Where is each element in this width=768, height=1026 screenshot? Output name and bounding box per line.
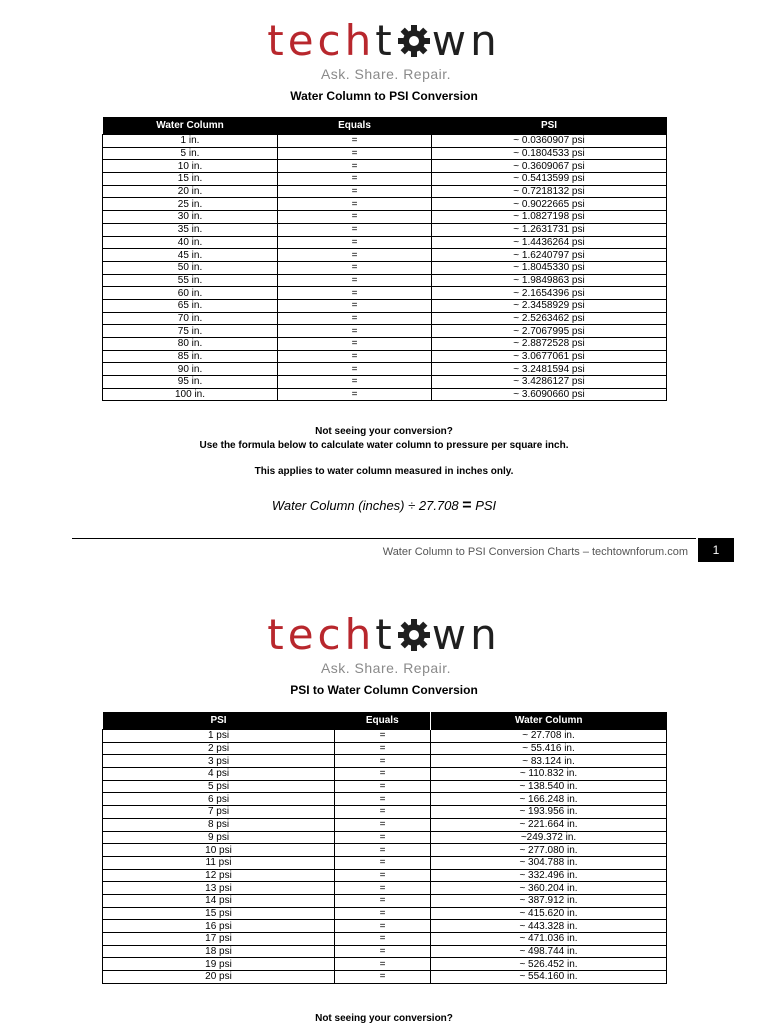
- table-cell: ~ 2.7067995 psi: [432, 325, 667, 338]
- table-cell: =: [335, 780, 431, 793]
- table-cell: 20 in.: [103, 185, 278, 198]
- table-cell: ~ 83.124 in.: [431, 755, 667, 768]
- table-cell: =: [335, 958, 431, 971]
- table-cell: =: [278, 173, 432, 186]
- formula-equals: =: [462, 497, 472, 514]
- techtown-logo: [0, 612, 768, 676]
- table-row: [103, 818, 667, 831]
- table-row: [103, 971, 667, 984]
- table-cell: =: [335, 869, 431, 882]
- logo-tech-text: tech: [267, 610, 376, 659]
- logo-tech-text: tech: [267, 16, 376, 65]
- table-cell: ~ 55.416 in.: [431, 742, 667, 755]
- table-row: [103, 755, 667, 768]
- logo-tagline: Ask. Share. Repair.: [320, 660, 452, 676]
- table-row: [103, 856, 667, 869]
- table-cell: =: [278, 249, 432, 262]
- logo-t-text: t: [375, 16, 396, 65]
- table-cell: =: [335, 730, 431, 743]
- table-cell: =: [278, 325, 432, 338]
- table-header-row: [103, 712, 667, 730]
- table-cell: =: [335, 882, 431, 895]
- table-header-row: [103, 117, 667, 135]
- table-row: [103, 135, 667, 148]
- table-cell: ~ 554.160 in.: [431, 971, 667, 984]
- table-cell: 90 in.: [103, 363, 278, 376]
- table-cell: 4 psi: [103, 768, 335, 781]
- table-cell: ~ 1.4436264 psi: [432, 236, 667, 249]
- table-cell: 35 in.: [103, 223, 278, 236]
- table-row: [103, 173, 667, 186]
- table-cell: =: [335, 971, 431, 984]
- table-cell: 5 psi: [103, 780, 335, 793]
- table-cell: ~ 2.1654396 psi: [432, 287, 667, 300]
- table-cell: 60 in.: [103, 287, 278, 300]
- table-cell: ~ 526.452 in.: [431, 958, 667, 971]
- formula-result: PSI: [475, 498, 497, 513]
- table-cell: =: [278, 350, 432, 363]
- table-row: [103, 920, 667, 933]
- table-cell: =: [278, 147, 432, 160]
- table-row: [103, 933, 667, 946]
- column-header: PSI: [432, 117, 667, 135]
- table-cell: =: [335, 844, 431, 857]
- table-cell: ~ 0.7218132 psi: [432, 185, 667, 198]
- logo-wordmark: [267, 18, 500, 64]
- table-row: [103, 882, 667, 895]
- table-cell: ~ 0.3609067 psi: [432, 160, 667, 173]
- logo-wn-text: wn: [431, 610, 501, 659]
- table-cell: =: [278, 388, 432, 401]
- table-cell: ~249.372 in.: [431, 831, 667, 844]
- logo-wordmark: [267, 612, 500, 658]
- table-row: [103, 907, 667, 920]
- table-row: [103, 160, 667, 173]
- table-cell: =: [335, 755, 431, 768]
- table-row: [103, 363, 667, 376]
- table-cell: 95 in.: [103, 376, 278, 389]
- table-cell: 85 in.: [103, 350, 278, 363]
- table-cell: ~ 2.5263462 psi: [432, 312, 667, 325]
- table-cell: 16 psi: [103, 920, 335, 933]
- table-cell: 1 psi: [103, 730, 335, 743]
- help-note: [0, 425, 768, 479]
- table-cell: 19 psi: [103, 958, 335, 971]
- column-header: Equals: [335, 712, 431, 730]
- table-cell: =: [278, 236, 432, 249]
- table-cell: 12 psi: [103, 869, 335, 882]
- table-cell: 9 psi: [103, 831, 335, 844]
- table-row: [103, 338, 667, 351]
- table-cell: =: [335, 856, 431, 869]
- table-cell: =: [278, 274, 432, 287]
- table-cell: 30 in.: [103, 211, 278, 224]
- table-cell: =: [278, 287, 432, 300]
- table-cell: ~ 2.8872528 psi: [432, 338, 667, 351]
- table-cell: ~ 443.328 in.: [431, 920, 667, 933]
- column-header: PSI: [103, 712, 335, 730]
- table-cell: =: [278, 312, 432, 325]
- table-cell: 55 in.: [103, 274, 278, 287]
- table-cell: 15 in.: [103, 173, 278, 186]
- table-cell: ~ 1.6240797 psi: [432, 249, 667, 262]
- table-row: [103, 350, 667, 363]
- formula-expression: Water Column (inches) ÷ 27.708: [271, 498, 459, 513]
- psi-to-wc-table: [102, 712, 667, 984]
- table-cell: ~ 387.912 in.: [431, 894, 667, 907]
- table-cell: ~ 1.2631731 psi: [432, 223, 667, 236]
- wc-to-psi-table: [102, 117, 667, 401]
- table-cell: 75 in.: [103, 325, 278, 338]
- column-header: Water Column: [103, 117, 278, 135]
- gear-icon: [397, 24, 431, 58]
- table-cell: 5 in.: [103, 147, 278, 160]
- table-cell: 8 psi: [103, 818, 335, 831]
- table-cell: =: [335, 768, 431, 781]
- page-title: PSI to Water Column Conversion: [290, 683, 478, 697]
- table-cell: 20 psi: [103, 971, 335, 984]
- table-row: [103, 299, 667, 312]
- table-row: [103, 325, 667, 338]
- table-row: [103, 376, 667, 389]
- table-cell: ~ 332.496 in.: [431, 869, 667, 882]
- table-cell: 17 psi: [103, 933, 335, 946]
- table-cell: 10 in.: [103, 160, 278, 173]
- table-row: [103, 261, 667, 274]
- table-cell: ~ 277.080 in.: [431, 844, 667, 857]
- table-row: [103, 287, 667, 300]
- table-cell: 65 in.: [103, 299, 278, 312]
- table-cell: =: [335, 894, 431, 907]
- table-cell: 18 psi: [103, 945, 335, 958]
- table-row: [103, 806, 667, 819]
- footer-divider: [72, 538, 696, 539]
- table-cell: 25 in.: [103, 198, 278, 211]
- table-cell: ~ 0.9022665 psi: [432, 198, 667, 211]
- column-header: Water Column: [431, 712, 667, 730]
- table-cell: =: [335, 742, 431, 755]
- table-cell: ~ 360.204 in.: [431, 882, 667, 895]
- table-cell: 13 psi: [103, 882, 335, 895]
- table-cell: 10 psi: [103, 844, 335, 857]
- table-cell: ~ 415.620 in.: [431, 907, 667, 920]
- techtown-logo: [0, 18, 768, 82]
- table-row: [103, 236, 667, 249]
- table-cell: ~ 1.9849863 psi: [432, 274, 667, 287]
- table-cell: 40 in.: [103, 236, 278, 249]
- table-cell: =: [278, 160, 432, 173]
- table-row: [103, 780, 667, 793]
- page-title: Water Column to PSI Conversion: [290, 89, 478, 103]
- help-note-line: Not seeing your conversion?: [315, 426, 453, 437]
- table-cell: ~ 27.708 in.: [431, 730, 667, 743]
- table-cell: =: [278, 185, 432, 198]
- table-cell: ~ 3.6090660 psi: [432, 388, 667, 401]
- table-cell: ~ 0.0360907 psi: [432, 135, 667, 148]
- table-row: [103, 198, 667, 211]
- table-cell: =: [335, 793, 431, 806]
- table-cell: ~ 3.0677061 psi: [432, 350, 667, 363]
- table-cell: ~ 3.2481594 psi: [432, 363, 667, 376]
- page-number: 1: [698, 538, 734, 562]
- table-cell: 15 psi: [103, 907, 335, 920]
- table-cell: =: [278, 338, 432, 351]
- table-row: [103, 211, 667, 224]
- table-cell: 7 psi: [103, 806, 335, 819]
- table-cell: ~ 110.832 in.: [431, 768, 667, 781]
- table-row: [103, 223, 667, 236]
- table-cell: ~ 166.248 in.: [431, 793, 667, 806]
- table-row: [103, 768, 667, 781]
- gear-icon: [397, 618, 431, 652]
- table-cell: =: [278, 223, 432, 236]
- table-row: [103, 312, 667, 325]
- table-cell: =: [278, 261, 432, 274]
- table-cell: ~ 0.1804533 psi: [432, 147, 667, 160]
- table-cell: 80 in.: [103, 338, 278, 351]
- help-note-line: Not seeing your conversion?: [315, 1013, 453, 1024]
- table-cell: =: [335, 806, 431, 819]
- table-cell: =: [278, 198, 432, 211]
- table-row: [103, 274, 667, 287]
- table-cell: =: [278, 211, 432, 224]
- table-cell: ~ 2.3458929 psi: [432, 299, 667, 312]
- table-cell: ~ 1.8045330 psi: [432, 261, 667, 274]
- table-cell: 2 psi: [103, 742, 335, 755]
- table-cell: =: [335, 831, 431, 844]
- table-cell: ~ 471.036 in.: [431, 933, 667, 946]
- table-cell: 3 psi: [103, 755, 335, 768]
- conversion-formula: [0, 497, 768, 515]
- table-cell: ~ 138.540 in.: [431, 780, 667, 793]
- table-cell: ~ 0.5413599 psi: [432, 173, 667, 186]
- table-cell: 70 in.: [103, 312, 278, 325]
- table-cell: ~ 221.664 in.: [431, 818, 667, 831]
- table-cell: =: [335, 907, 431, 920]
- table-row: [103, 388, 667, 401]
- table-row: [103, 185, 667, 198]
- help-note-line: This applies to water column measured in inches only.: [254, 466, 514, 477]
- table-row: [103, 869, 667, 882]
- table-cell: =: [278, 376, 432, 389]
- table-cell: ~ 1.0827198 psi: [432, 211, 667, 224]
- page-footer: Water Column to PSI Conversion Charts – techtownforum.com: [382, 546, 688, 558]
- table-cell: =: [278, 363, 432, 376]
- table-cell: 50 in.: [103, 261, 278, 274]
- table-row: [103, 831, 667, 844]
- table-row: [103, 730, 667, 743]
- table-cell: ~ 498.744 in.: [431, 945, 667, 958]
- table-cell: 14 psi: [103, 894, 335, 907]
- table-row: [103, 742, 667, 755]
- table-cell: 6 psi: [103, 793, 335, 806]
- table-cell: =: [335, 818, 431, 831]
- table-row: [103, 894, 667, 907]
- table-row: [103, 249, 667, 262]
- table-cell: =: [335, 920, 431, 933]
- table-cell: =: [335, 945, 431, 958]
- help-note-line: Use the formula below to calculate water column to pressure per square inch.: [199, 440, 569, 451]
- logo-wn-text: wn: [431, 16, 501, 65]
- table-row: [103, 844, 667, 857]
- table-row: [103, 945, 667, 958]
- table-cell: ~ 193.956 in.: [431, 806, 667, 819]
- logo-tagline: Ask. Share. Repair.: [320, 66, 452, 82]
- table-cell: 45 in.: [103, 249, 278, 262]
- table-cell: =: [335, 933, 431, 946]
- table-cell: 11 psi: [103, 856, 335, 869]
- table-row: [103, 793, 667, 806]
- table-row: [103, 958, 667, 971]
- logo-t-text: t: [375, 610, 396, 659]
- table-cell: ~ 3.4286127 psi: [432, 376, 667, 389]
- table-cell: =: [278, 299, 432, 312]
- table-cell: 100 in.: [103, 388, 278, 401]
- table-cell: =: [278, 135, 432, 148]
- table-row: [103, 147, 667, 160]
- table-cell: ~ 304.788 in.: [431, 856, 667, 869]
- column-header: Equals: [278, 117, 432, 135]
- table-cell: 1 in.: [103, 135, 278, 148]
